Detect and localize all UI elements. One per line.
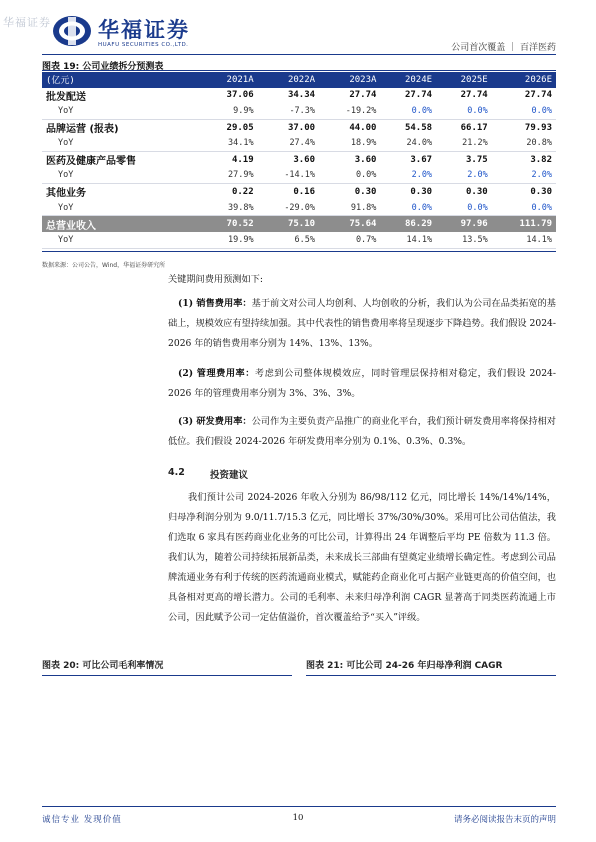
table-cell: 0.0% [436, 200, 492, 216]
year-header: 2024E [380, 72, 436, 88]
table-cell: 27.74 [349, 90, 377, 101]
figure-20-rule [42, 675, 292, 676]
table-cell: 75.10 [258, 216, 319, 232]
table-row-total [42, 216, 556, 232]
table-cell: 19.9% [202, 232, 258, 248]
row-label: YoY [42, 168, 202, 184]
table-cell: 0.22 [231, 186, 254, 197]
section-title: 投资建议 [210, 470, 249, 481]
table-cell: 97.96 [436, 216, 492, 232]
paragraph-admin-expense [168, 364, 556, 404]
table-cell: 54.58 [404, 122, 433, 133]
table-cell: 39.8% [202, 200, 258, 216]
paragraph-text: 公司作为主要负责产品推广的商业化平台，我们预计研发费用率将保持相对低位。我们假设 2024-2026 年研发费用率分别为 0.1%、0.3%、0.3%。 [168, 416, 556, 447]
table-cell: 24.0% [380, 135, 436, 151]
table-cell: 3.67 [410, 154, 433, 165]
row-label: YoY [42, 232, 202, 248]
row-label: 医药及健康产品零售 [46, 156, 136, 168]
paragraph-heading: (2) 管理费用率： [178, 368, 255, 379]
table-row [42, 88, 556, 104]
table-row [42, 103, 556, 119]
row-label: YoY [42, 103, 202, 119]
table-cell: -19.2% [319, 103, 380, 119]
year-header: 2021A [202, 72, 258, 88]
table-cell: 0.30 [530, 186, 552, 197]
table-cell: 9.9% [202, 103, 258, 119]
paragraph-heading: (3) 研发费用率： [178, 416, 252, 427]
table-cell: 6.5% [258, 232, 319, 248]
table-row [42, 135, 556, 151]
table-cell: 0.16 [293, 186, 316, 197]
row-label: 品牌运营 (报表) [46, 124, 119, 136]
unit-label: (亿元) [42, 72, 202, 88]
intro-paragraph: 关键期间费用预测如下: [168, 274, 263, 285]
data-source-note: 数据来源：公司公告，Wind，华福证券研究所 [42, 262, 166, 269]
header-divider [42, 54, 556, 55]
paragraph-text: 考虑到公司整体规模效应，同时管理层保持相对稳定，我们假设 2024-2026 年的管理费用率分别为 3%、3%、3%。 [168, 368, 556, 399]
table-cell: 18.9% [319, 135, 380, 151]
table-cell: -14.1% [258, 168, 319, 184]
forecast-table [42, 72, 556, 249]
table-cell: 111.79 [492, 216, 556, 232]
table-row [42, 200, 556, 216]
table-cell: 4.19 [231, 154, 254, 165]
table-cell: 66.17 [460, 122, 488, 133]
table-cell: 27.74 [524, 90, 552, 101]
company-logo [52, 12, 232, 52]
paragraph-text: 基于前文对公司人均创利、人均创收的分析，我们认为公司在品类拓宽的基础上，规模效应有望持续加强。其中代表性的销售费用率将呈现逐步下降趋势。我们假设 2024-2026 年的销售费用率分别为 14%、13%、13%。 [168, 298, 556, 349]
table-row [42, 168, 556, 184]
year-header: 2026E [492, 72, 556, 88]
year-header: 2022A [258, 72, 319, 88]
table-row [42, 119, 556, 135]
table-cell: 3.75 [466, 154, 488, 165]
table-cell: 0.30 [466, 186, 488, 197]
table-cell: 37.06 [226, 90, 254, 101]
table-cell: 0.7% [319, 232, 380, 248]
table-cell: 37.00 [287, 122, 316, 133]
table-cell: 0.0% [380, 200, 436, 216]
header-report-label: 公司首次覆盖 ｜ 百洋医药 [451, 43, 556, 53]
paragraph-selling-expense [168, 294, 556, 354]
table-cell: 79.93 [524, 122, 552, 133]
row-label: YoY [42, 200, 202, 216]
table-cell: 0.0% [492, 103, 556, 119]
table-cell: 86.29 [380, 216, 436, 232]
table-cell: 20.8% [492, 135, 556, 151]
table-cell: 14.1% [492, 232, 556, 248]
table-cell: 2.0% [492, 168, 556, 184]
watermark: 华福证券 [3, 16, 51, 29]
table-row [42, 232, 556, 248]
figure-20-title: 图表 20: 可比公司毛利率情况 [42, 661, 164, 671]
footer-disclaimer: 请务必阅读报告末页的声明 [453, 815, 556, 825]
row-label: 批发配送 [46, 91, 86, 103]
table-cell: 27.74 [460, 90, 488, 101]
table-cell: 3.60 [293, 154, 316, 165]
table-cell: -29.0% [258, 200, 319, 216]
table-row [42, 184, 556, 200]
logo-text-cn: 华福证券 [98, 18, 190, 42]
table-cell: 70.52 [202, 216, 258, 232]
figure-19-rule [42, 70, 556, 71]
table-cell: 91.8% [319, 200, 380, 216]
table-cell: 44.00 [349, 122, 377, 133]
table-cell: 14.1% [380, 232, 436, 248]
row-label: 总营业收入 [42, 216, 202, 232]
table-cell: 27.9% [202, 168, 258, 184]
table-cell: 0.0% [319, 168, 380, 184]
table-cell: 13.5% [436, 232, 492, 248]
year-header: 2023A [319, 72, 380, 88]
footer-slogan: 诚信专业 发现价值 [42, 815, 122, 825]
table-cell: 21.2% [436, 135, 492, 151]
table-bottom-rule [42, 251, 556, 252]
table-cell: 0.0% [436, 103, 492, 119]
table-cell: 34.34 [287, 90, 316, 101]
figure-21-rule [306, 675, 556, 676]
table-cell: 0.0% [492, 200, 556, 216]
table-cell: 34.1% [202, 135, 258, 151]
paragraph-heading: (1) 销售费用率： [178, 298, 252, 309]
logo-mark-icon [52, 14, 92, 48]
table-cell: 2.0% [436, 168, 492, 184]
paragraph-rd-expense [168, 412, 556, 452]
table-cell: 27.74 [404, 90, 433, 101]
figure-21-title: 图表 21: 可比公司 24-26 年归母净利润 CAGR [306, 661, 503, 671]
section-number: 4.2 [168, 467, 185, 478]
footer-divider [42, 806, 556, 807]
table-cell: 3.82 [530, 154, 552, 165]
table-cell: 75.64 [319, 216, 380, 232]
table-row [42, 151, 556, 167]
page-number: 10 [292, 813, 304, 823]
table-cell: 29.05 [226, 122, 254, 133]
table-cell: 3.60 [354, 154, 377, 165]
table-cell: 0.30 [354, 186, 377, 197]
table-cell: 2.0% [380, 168, 436, 184]
figure-19-title: 图表 19: 公司业绩拆分预测表 [42, 62, 164, 72]
table-cell: 0.0% [380, 103, 436, 119]
row-label: 其他业务 [46, 188, 86, 200]
table-cell: -7.3% [258, 103, 319, 119]
row-label: YoY [42, 135, 202, 151]
table-cell: 27.4% [258, 135, 319, 151]
year-header: 2025E [436, 72, 492, 88]
logo-text-en: HUAFU SECURITIES CO.,LTD. [98, 42, 189, 48]
table-cell: 0.30 [410, 186, 433, 197]
table-header-row [42, 72, 556, 88]
paragraph-investment-advice: 我们预计公司 2024-2026 年收入分别为 86/98/112 亿元，同比增长 14%/14%/14%，归母净利润分别为 9.0/11.7/15.3 亿元，同比增长 37%/30%/30%。采用可比公司估值法，我们选取 6 家具有医药商业化业务的可比公司，计算得出 24 年调整后平均 PE 倍数为 11.3 倍。我们认为，随着公司持续拓展新品类，未来成长三部曲有望奠定业绩增长确定性。考虑到公司品牌流通业务有利于传统的医药流通商业模式，赋能药企商业化可占据产业链更高的价值空间，也具备相对更高的增长潜力。公司的毛利率、未来归母净利润 CAGR 显著高于同类医药流通上市公司，因此赋予公司一定估值溢价，首次覆盖给予“买入”评级。 [168, 492, 556, 623]
